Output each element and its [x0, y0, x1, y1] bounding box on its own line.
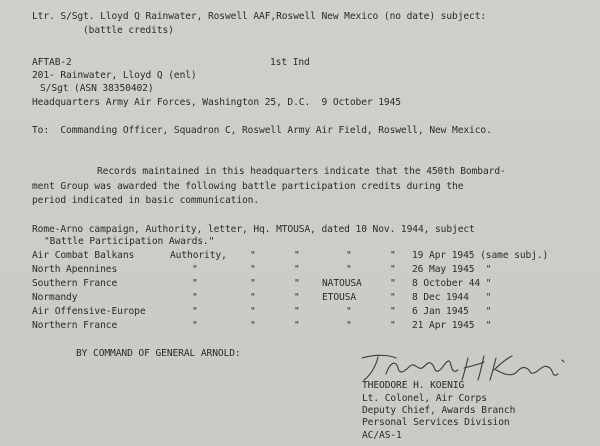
campaign-ditto: " [346, 250, 352, 261]
command-line: BY COMMAND OF GENERAL ARNOLD: [76, 348, 241, 359]
subject-line-2: (battle credits) [83, 25, 174, 36]
subject-line-1: Ltr. S/Sgt. Lloyd Q Rainwater, Roswell AAF,Roswell New Mexico (no date) subject: [32, 11, 487, 22]
campaign-ditto: " [294, 278, 300, 289]
signer-position: Deputy Chief, Awards Branch [362, 405, 516, 416]
campaign-ditto: " [346, 264, 352, 275]
campaign-theater: NATOUSA [322, 278, 362, 289]
to-line: To: Commanding Officer, Squadron C, Roswell Army Air Field, Roswell, New Mexico. [32, 125, 492, 136]
campaign-ditto: " [294, 306, 300, 317]
campaign-authority: " [192, 320, 198, 331]
campaign-date: 19 Apr 1945 (same subj.) [412, 250, 549, 261]
body-line-2: ment Group was awarded the following battle participation credits during the [32, 181, 464, 192]
campaign-authority: " [192, 264, 198, 275]
authority-line-1: Rome-Arno campaign, Authority, letter, Hq. MTOUSA, dated 10 Nov. 1944, subject [32, 224, 475, 235]
campaign-date: 26 May 1945 " [412, 264, 492, 275]
indorsement-number: 1st Ind [270, 57, 310, 68]
campaign-authority: " [192, 278, 198, 289]
campaign-name: Air Combat Balkans [32, 250, 135, 261]
headquarters-line: Headquarters Army Air Forces, Washington 25, D.C. 9 October 1945 [32, 97, 401, 108]
campaign-ditto: " [390, 292, 396, 303]
campaign-ditto: " [294, 320, 300, 331]
campaign-date: 21 Apr 1945 " [412, 320, 492, 331]
campaign-name: North Apennines [32, 264, 118, 275]
authority-line-2: "Battle Participation Awards." [44, 236, 215, 247]
campaign-name: Normandy [32, 292, 78, 303]
body-line-3: period indicated in basic communication. [32, 195, 260, 206]
campaign-name: Air Offensive-Europe [32, 306, 146, 317]
campaign-authority: " [192, 292, 198, 303]
campaign-authority: " [192, 306, 198, 317]
file-code: AFTAB-2 [32, 57, 72, 68]
campaign-ditto: " [390, 250, 396, 261]
campaign-ditto: " [294, 250, 300, 261]
campaign-ditto: " [250, 278, 256, 289]
campaign-date: 8 Dec 1944 " [412, 292, 492, 303]
campaign-name: Southern France [32, 278, 118, 289]
campaign-ditto: " [250, 320, 256, 331]
campaign-ditto: " [250, 306, 256, 317]
campaign-date: 8 October 44 " [412, 278, 492, 289]
campaign-ditto: " [250, 292, 256, 303]
campaign-ditto: " [346, 320, 352, 331]
campaign-authority: Authority, [170, 250, 227, 261]
signer-division: Personal Services Division [362, 417, 510, 428]
campaign-ditto: " [390, 264, 396, 275]
signer-name: THEODORE H. KOENIG [362, 380, 465, 391]
campaign-ditto: " [294, 292, 300, 303]
campaign-ditto: " [390, 320, 396, 331]
campaign-ditto: " [390, 278, 396, 289]
campaign-ditto: " [294, 264, 300, 275]
rank-asn-line: S/Sgt (ASN 38350402) [40, 83, 154, 94]
signer-office: AC/AS-1 [362, 430, 402, 441]
campaign-theater: ETOUSA [322, 292, 357, 303]
file-201-line: 201- Rainwater, Lloyd Q (enl) [32, 70, 197, 81]
campaign-ditto: " [390, 306, 396, 317]
handwritten-signature [356, 352, 576, 382]
signer-rank: Lt. Colonel, Air Corps [362, 393, 487, 404]
body-line-1: Records maintained in this headquarters indicate that the 450th Bombard- [97, 166, 506, 177]
campaign-ditto: " [250, 250, 256, 261]
campaign-name: Northern France [32, 320, 118, 331]
campaign-ditto: " [346, 306, 352, 317]
campaign-date: 6 Jan 1945 " [412, 306, 492, 317]
campaign-ditto: " [250, 264, 256, 275]
